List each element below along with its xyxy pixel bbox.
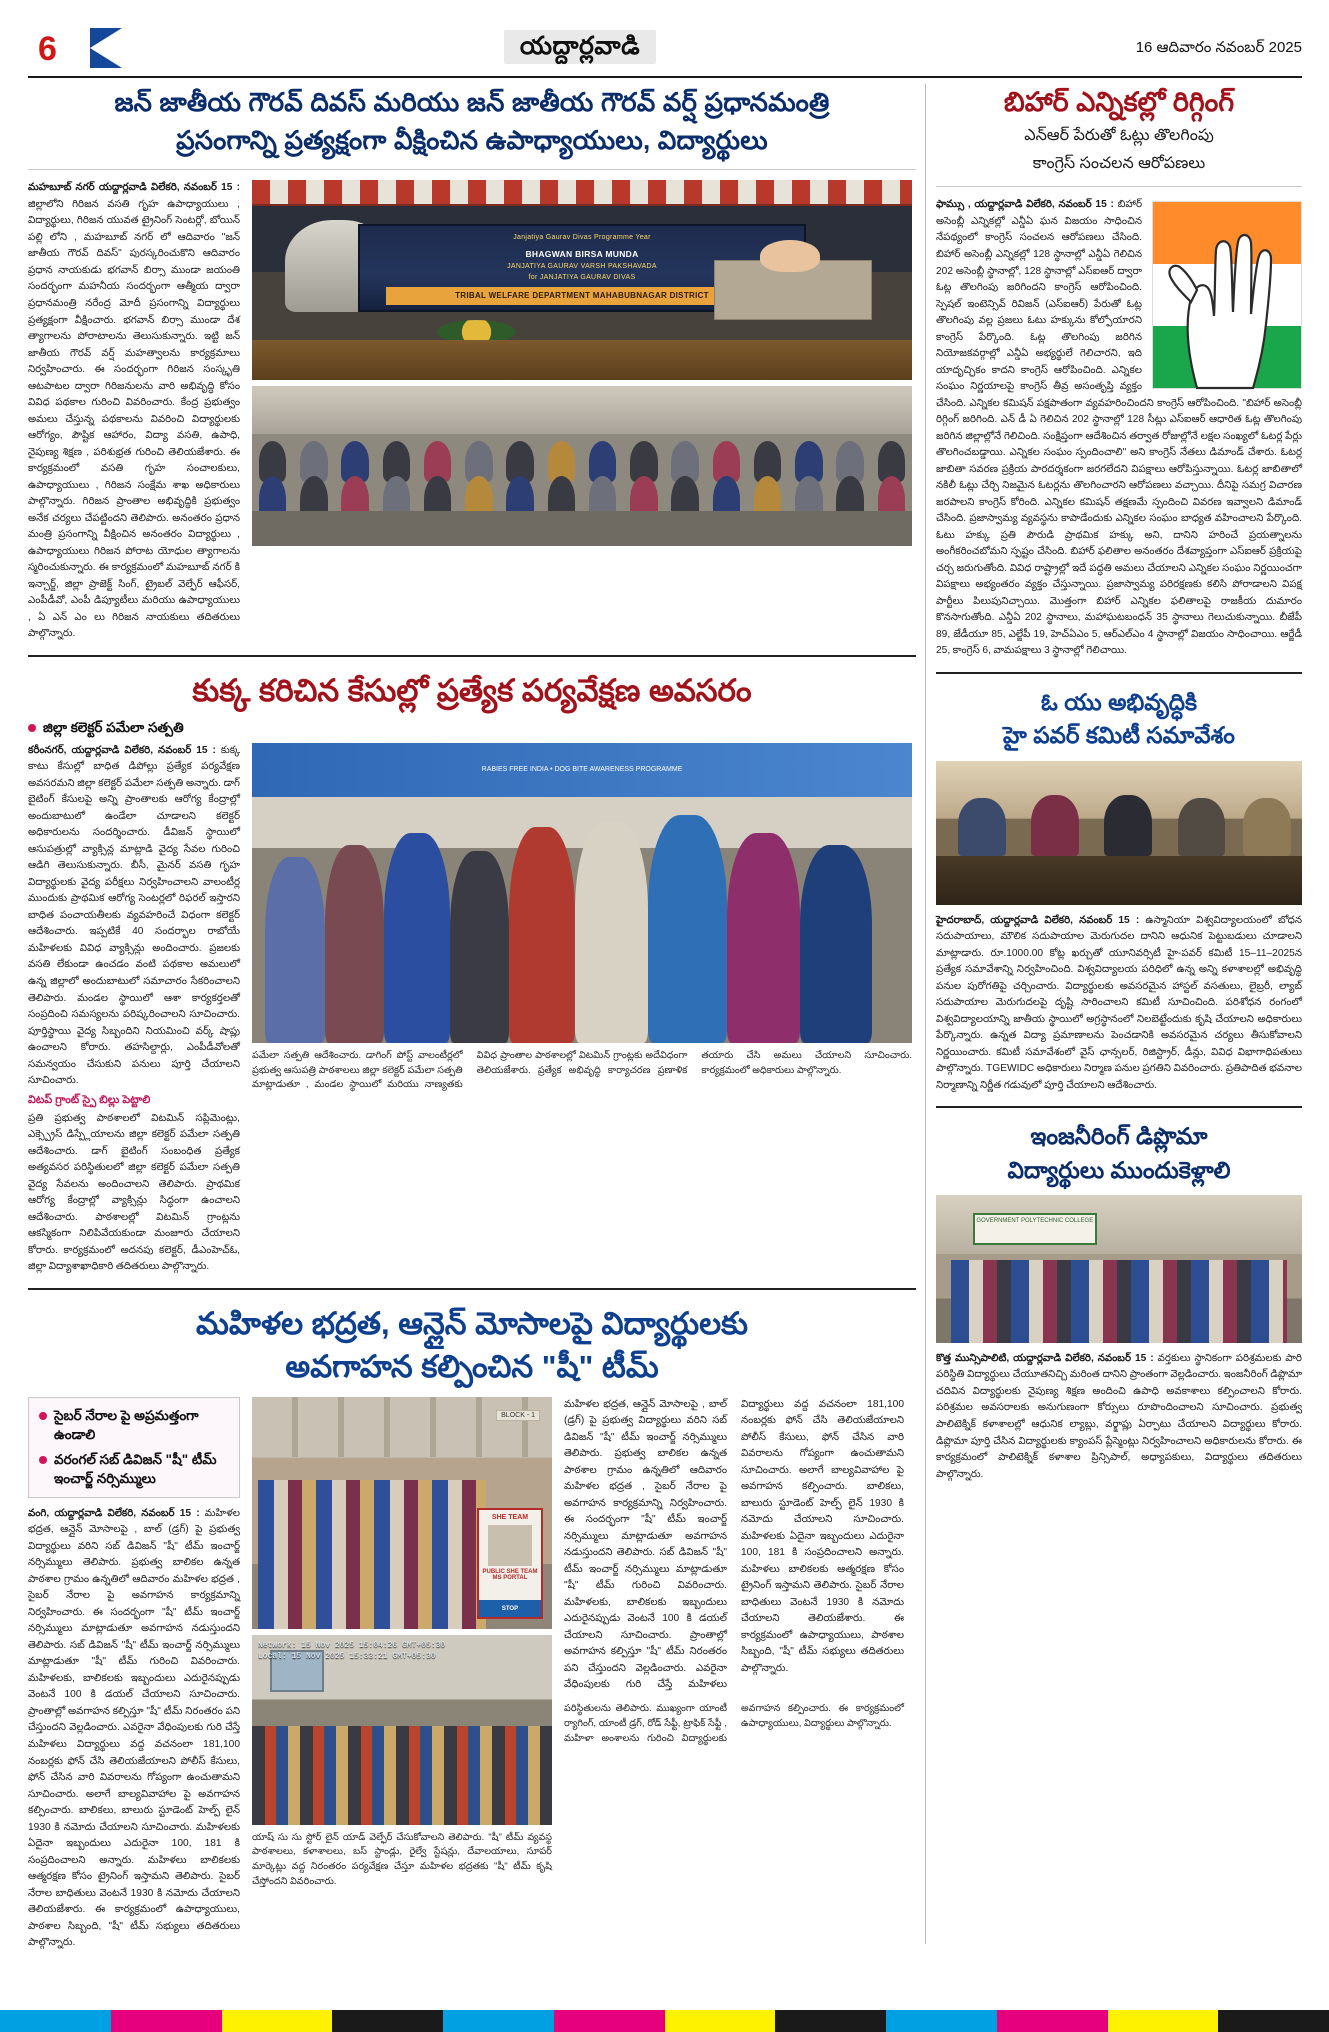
color-bar — [554, 2010, 665, 2032]
story1-headline-line1: జన్ జాతీయ గౌరవ్ దివస్ మరియు జన్ జాతీయ గౌరవ్ వర్ష్ ప్రధానమంత్రి — [114, 87, 830, 117]
divider — [936, 186, 1302, 187]
story2-bullet-1: జిల్లా కలెక్టర్ పమేలా సత్పతి — [43, 720, 184, 736]
story5-dateline: హైదరాబాద్, యద్దార్లవాడి విలేకరి, నవంబర్ 15 : — [936, 914, 1140, 926]
story-jan-jatiya-gaurav — [28, 84, 916, 643]
story3-dateline: వంగి, యద్దార్లవాడి విలేకరి, నవంబర్ 15 : — [28, 1507, 200, 1519]
timestamp-overlay — [258, 1640, 445, 1662]
bullet-item — [39, 1450, 229, 1489]
newspaper-logo — [138, 32, 1022, 67]
story4-sub2: కాంగ్రెస్ సంచలన ఆరోపణలు — [1032, 155, 1206, 173]
poster-title: SHE TEAM — [491, 1513, 529, 1521]
photo-audience — [252, 386, 912, 546]
story1-body — [28, 180, 240, 642]
seated-students — [252, 1726, 552, 1825]
story1-body-text: జిల్లాలోని గిరిజన వసతి గృహ ఉపాధ్యాయులు , విద్యార్థులు, గిరిజన యువత ట్రైనింగ్ సెంటర్లో, బోయిన్ పల్లి లోని , మహబూబ్ నగర్ లో ఆదివారం "జన్ జాతీయ గౌరవ్ దివస్" పురస్కరించుకొని ఆదివారం ప్రధాన నాయకుడు భగవాన్ బిర్సా ముండా జయంతి సందర్భంగా మహనీయ సందర్భంగా ఆత్మీయ ద్వారా ప్రధానమంత్రి నరేంద్ర మోదీ ప్రసంగాన్ని విద్యార్థులు ప్రత్యక్షంగా వీక్షించారు. భగవాన్ బిర్సా ముండా దేశ త్యాగాలను పోరాటాలను తెలుసుకున్నారు. ఇట్టి జన్ జాతీయ గౌరవ్ వర్ష్ మహత్వాలను కార్యక్రమాలు నిర్వహించారు. ఈ సందర్భంగా గిరిజన సంస్కృతి ఆటపాటల ద్వారా గిరిజనులను వారి అభివృద్ధి కోసం వివిధ పథకాల గురించి వివరించారు. కేంద్ర ప్రభుత్వం అమలు చేస్తున్న పథకాలను వివరించి విద్యార్థులకు ఆరోగ్యం, పౌష్టిక ఆహారం, విద్యా వసతి, ఉపాధి, నైపుణ్య శిక్షణ , పరిశుభ్రత గురించి తెలియజేశారు. ఈ కార్యక్రమంలో వసతి గృహ సంచాలకులు, ఉపాధ్యాయులు , గిరిజన సంక్షేమ శాఖ అధికారులు పాల్గొన్నారు. గిరిజన ప్రాంతాల అభివృద్ధికి ప్రభుత్వం అనేక చర్యలు చేపట్టిందని తెలిపారు. అనంతరం ప్రధాన మంత్రి ప్రసంగాన్ని వీక్షించిన అనంతరం విద్యార్థులు , ఉపాధ్యాయులు గిరిజన పోరాట యోధుల త్యాగాలను స్మరించుకున్నారు. ఈ కార్యక్రమంలో మహబూబ్ నగర్ కి ఇన్చార్జ్, జిల్లా ప్రాజెక్ట్ సింగ్, ట్రైబల్ వెల్ఫేర్ ఆఫీసర్, ఎంపీడీవో, ఎంపీ డిప్యూటీలు మరియు ఉపాధ్యాయులు , ఏ ఎన్ ఎం లు గిరిజన నాయకులు తదితరులు పాల్గొన్నారు. — [28, 198, 240, 640]
story5-headline-line1: ఓ యు అభివృద్ధికి — [1040, 688, 1198, 715]
corner-flag-icon — [90, 28, 122, 48]
story6-headline-line2: విద్యార్థులు ముందుకెళ్లాలి — [1007, 1156, 1231, 1183]
meeting-table — [936, 856, 1302, 905]
speaker-person — [760, 240, 819, 272]
section-divider-2 — [28, 1288, 916, 1290]
story3-bullet-1: సైబర్ నేరాల పై అప్రమత్తంగా ఉండాలి — [54, 1407, 199, 1443]
story2-bullets — [28, 718, 916, 738]
timestamp-local: Local: 15 Nov 2025 15:33:21 GMT+05:30 — [258, 1652, 436, 1662]
story5-headline-line2: హై పవర్ కమిటీ సమావేశం — [1003, 722, 1235, 749]
color-bar — [665, 2010, 776, 2032]
story2-dateline: కరీంనగర్, యద్దార్లవాడి విలేకరి, నవంబర్ 15 : — [28, 744, 216, 756]
photo-caption-mid: పరిస్థితులను తెలిపారు. ముఖ్యంగా యాంటీ ర్యాగింగ్, యాంటీ డ్రగ్, రోడ్ సేఫ్టీ, ట్రాఫిక్ సేఫ్టీ , మహిళా అంశాలను గురించి విద్యార్థులకు అవగాహన కల్పించారు. ఈ కార్యక్రమంలో ఉపాధ్యాయులు, విద్యార్థులు పాల్గొన్నారు. — [564, 1702, 904, 1744]
students-group — [951, 1260, 1288, 1343]
congress-hand-logo — [1152, 201, 1302, 389]
color-bar — [1108, 2010, 1219, 2032]
section-divider-4 — [936, 1106, 1302, 1108]
timestamp-network: Network: 15 Nov 2025 15:04:26 GMT+05:30 — [258, 1641, 446, 1651]
hall-floor — [252, 511, 912, 546]
photo3-banner: RABIES FREE INDIA • DOG BITE AWARENESS PROGRAMME — [252, 743, 912, 797]
photo-classroom-session — [252, 1635, 552, 1825]
section-divider-1 — [28, 655, 916, 657]
main-column — [28, 84, 916, 1952]
group-people — [258, 1480, 486, 1628]
story3-body-text: మహిళల భద్రత, ఆన్లైన్ మోసాలపై , బాల్ (డ్రగ్) పై ప్రభుత్వ విద్యార్థులు వరిని సబ్ డివిజన్ "షీ" టీమ్ ఇంచార్జ్ నర్సిమ్ములు తెలిపారు. ప్రభుత్వ బాలికల ఉన్నత పాఠశాల గ్రామం ఉన్నతిలో ఆదివారం మహిళల భద్రత , సైబర్ నేరాల పై అవగాహన కార్యక్రమాన్ని నిర్వహించారు. ఈ సందర్భంగా "షీ" టీమ్ ఇంచార్జ్ నర్సిమ్ములు మాట్లాడుతూ అవగాహన నడుస్తుందని తెలిపారు. సబ్ డివిజన్ "షీ" టీమ్ ఇంచార్జ్ నర్సిమ్ములు మాట్లాడుతూ "షీ" టీమ్ గురించి వివరించారు. మహిళలకు, బాలికలకు ఇబ్బందులు ఎదురైనప్పుడు వెంటనే 100 కి డయల్ చేయాలని సూచించారు. ప్రాంతాల్లో అవగాహన కల్పిస్తూ "షీ" టీమ్ నిరంతరం పని చేస్తుందని వెల్లడించారు. ఎవరైనా వేధింపులకు గురి చేస్తే మహిళలు విద్యార్థులు వద్ద వచనంలా 181,100 నంబర్లకు ఫోన్ చేసి తెలియజేయాలని పోలీస్ కేసులు, ఫోన్ చేసిన వారి వివరాలను గోప్యంగా ఉంచుతామని సూచించారు. అలాగే బాల్యవివాహాల పై అవగాహన కల్పించారు. బాలికలు, బాలురు స్టూడెంట్ హెల్ప్ లైన్ 1930 కి నమోదు చేయాలని సూచించారు. మహిళలకు ఏదైనా ఇబ్బందులు ఎదురైనా 100, 181 కి సంప్రదించాలని అన్నారు. మహిళలు బాలికలకు ఆత్మరక్షణ కోసం ట్రైనింగ్ ఇస్తామని తెలిపారు. సైబర్ నేరాల బాధితులు వెంటనే 1930 కి నమోదు చేయాలని తెలియజేశారు. ఈ కార్యక్రమంలో ఉపాధ్యాయులు, పాఠశాల సిబ్బంది, "షీ" టీమ్ సభ్యులు తదితరులు పాల్గొన్నారు. — [28, 1507, 240, 1949]
story6-dateline: కొత్త మున్సిపాలిటి, యద్దార్లవాడి విలేకరి, నవంబర్ 15 : — [936, 1352, 1154, 1364]
bullet-dot-icon — [28, 724, 36, 732]
stage-table — [252, 340, 912, 380]
hall-wall — [252, 386, 912, 434]
color-bar — [111, 2010, 222, 2032]
masthead — [28, 26, 1302, 72]
column-divider — [925, 84, 926, 1944]
color-bar — [443, 2010, 554, 2032]
color-bar — [222, 2010, 333, 2032]
story3-body-extra: మహిళల భద్రత, ఆన్లైన్ మోసాలపై , బాల్ (డ్రగ్) పై ప్రభుత్వ విద్యార్థులు వరిని సబ్ డివిజన్ "షీ" టీమ్ ఇంచార్జ్ నర్సిమ్ములు తెలిపారు. ప్రభుత్వ బాలికల ఉన్నత పాఠశాల గ్రామం ఉన్నతిలో ఆదివారం మహిళల భద్రత , సైబర్ నేరాల పై అవగాహన కార్యక్రమాన్ని నిర్వహించారు. ఈ సందర్భంగా "షీ" టీమ్ ఇంచార్జ్ నర్సిమ్ములు మాట్లాడుతూ అవగాహన నడుస్తుందని తెలిపారు. సబ్ డివిజన్ "షీ" టీమ్ ఇంచార్జ్ నర్సిమ్ములు మాట్లాడుతూ "షీ" టీమ్ గురించి వివరించారు. మహిళలకు, బాలికలకు ఇబ్బందులు ఎదురైనప్పుడు వెంటనే 100 కి డయల్ చేయాలని సూచించారు. ప్రాంతాల్లో అవగాహన కల్పిస్తూ "షీ" టీమ్ నిరంతరం పని చేస్తుందని వెల్లడించారు. ఎవరైనా వేధింపులకు గురి చేస్తే మహిళలు విద్యార్థులు వద్ద వచనంలా 181,100 నంబర్లకు ఫోన్ చేసి తెలియజేయాలని పోలీస్ కేసులు, ఫోన్ చేసిన వారి వివరాలను గోప్యంగా ఉంచుతామని సూచించారు. అలాగే బాల్యవివాహాల పై అవగాహన కల్పించారు. బాలికలు, బాలురు స్టూడెంట్ హెల్ప్ లైన్ 1930 కి నమోదు చేయాలని సూచించారు. మహిళలకు ఏదైనా ఇబ్బందులు ఎదురైనా 100, 181 కి సంప్రదించాలని అన్నారు. మహిళలు బాలికలకు ఆత్మరక్షణ కోసం ట్రైనింగ్ ఇస్తామని తెలిపారు. సైబర్ నేరాల బాధితులు వెంటనే 1930 కి నమోదు చేయాలని తెలియజేశారు. ఈ కార్యక్రమంలో ఉపాధ్యాయులు, పాఠశాల సిబ్బంది, "షీ" టీమ్ సభ్యులు తదితరులు పాల్గొన్నారు. — [564, 1398, 904, 1691]
banner-sub-text: JANJATIYA GAURAV VARSH PAKSHAVADA — [507, 263, 657, 271]
block-sign: BLOCK - 1 — [496, 1410, 540, 1421]
page-number: 6 — [38, 30, 57, 68]
bullet-dot-icon — [39, 1412, 47, 1420]
photo5-caption-left: యాష్ సు సు స్టోర్ లైన్ యాడ్ వెల్ఫేర్ చేసుకోవాలని తెలిపారు. "షీ" టీమ్ వ్యవస్థ పాఠశాలలు, కళాశాలలు, బస్ స్టాండ్లు, రైల్వే స్టేషన్లు, దేవాలయాలు, సూపర్ మార్కెట్లు వద్ద నిరంతరం పర్యవేక్షణ చేస్తూ మహిళల భద్రతకు "షీ" టీమ్ కృషి చేస్తోందని వివరించారు. — [252, 1831, 552, 1888]
story3-headline-line1: మహిళల భద్రత, ఆన్లైన్ మోసాలపై విద్యార్థులకు — [196, 1305, 748, 1341]
poster-sub: PUBLIC SHE TEAM MS PORTAL — [482, 1569, 538, 1582]
poster-photo — [488, 1525, 531, 1566]
story3-bullet-box — [28, 1397, 240, 1498]
college-board: GOVERNMENT POLYTECHNIC COLLEGE — [973, 1213, 1097, 1246]
story2-body — [28, 743, 240, 1090]
she-team-poster — [477, 1508, 543, 1619]
story-dog-bite-cases — [28, 669, 916, 1276]
banner-top-text: Janjatiya Gaurav Divas Programme Year — [513, 234, 651, 242]
banner-sub2-text: for JANJATIYA GAURAV DIVAS — [528, 274, 636, 282]
awning-decor — [252, 180, 912, 206]
story-she-team — [28, 1302, 916, 1952]
photo3-caption: పమేలా సత్పతి ఆదేశించారు. డాగింగ్ పోస్ట్ వాలంటీర్లలో ప్రభుత్వ ఆసుపత్రి పాఠశాలలు జిల్లా కలెక్టర్ పమేలా సత్పతి మాట్లాడుతూ , మండల స్థాయిలో మరియు నాణ్యతకు వివిధ ప్రాంతాల పాఠశాలల్లో విటమిన్ గ్రాంట్లకు అదేవిధంగా తెలియజేశారు. ప్రత్యేక అభివృద్ధి కార్యాచరణ ప్రణాళిక తయారు చేసి అమలు చేయాలని సూచించారు. కార్యక్రమంలో అధికారులు పాల్గొన్నారు. — [252, 1049, 912, 1091]
print-registration-bars — [0, 2010, 1329, 2032]
bullet-item — [28, 718, 916, 738]
color-bar — [886, 2010, 997, 2032]
newspaper-logo-text: యద్దార్లవాడి — [504, 30, 656, 64]
photo-committee-meeting — [936, 761, 1302, 905]
story2-subhead-body: ప్రతి ప్రభుత్వ పాఠశాలలో విటమిన్ సప్లిమెంట్లు, ఎక్స్ప్రెస్ డిస్ప్లేయాలను జిల్లా కలెక్టర్ పమేలా సత్పతి ఆదేశించారు. డాగ్ బైటింగ్ సంబంధిత ప్రత్యేక అత్యవసర పరిస్థితులలో జిల్లా కలెక్టర్ పమేలా సత్పతి వైద్య సేవలను అందించాలని తెలిపారు. ప్రాథమిక ఆరోగ్య కేంద్రాల్లో వ్యాక్సిన్లు సిద్ధంగా ఉంచాలని ఆదేశించారు. పాఠశాలల్లో విటమిన్ గ్రాంట్లను ఆకస్మికంగా నిలిపివేయకుండా మంజూరు చేయాలని కోరారు. కార్యక్రమంలో అదనపు కలెక్టర్, డీఎంహెచ్ఓ, జిల్లా విద్యాశాఖాధికారి తదితరులు పాల్గొన్నారు. — [28, 1112, 240, 1273]
school-wall — [252, 1397, 552, 1457]
story1-headline-line2: ప్రసంగాన్ని ప్రత్యక్షంగా వీక్షించిన ఉపాధ్యాయులు, విద్యార్థులు — [176, 124, 768, 155]
section-divider-3 — [936, 672, 1302, 674]
right-column — [936, 84, 1302, 1483]
bullet-item — [39, 1406, 229, 1445]
story6-body-text: వర్తకులు స్థానికంగా పరిశ్రమలకు పారి పరిస్థితి విద్యార్థులు చేయూతనిచ్చి మరింత దానిని ప్రాంతంగా వెల్లడించారు. ఇంజనీరింగ్ డిప్లొమా చదివిన విద్యార్థులకు నైపుణ్య శిక్షణ అందించి ఉపాధి అవకాశాలు కల్పించాలని కోరారు. పరిశ్రమల అవసరాలకు అనుగుణంగా కోర్సులు రూపొందించాలని సూచించారు. ప్రభుత్వ పాలిటెక్నిక్ కళాశాలల్లో ఆధునిక ల్యాబ్లు, వర్క్షాప్లు ఏర్పాటు చేయాలని విద్యార్థులు కోరారు. డిప్లొమా పూర్తి చేసిన విద్యార్థులకు క్యాంపస్ ప్లేస్మెంట్లు నిర్వహించాలని అధికారులను కోరారు. ఈ కార్యక్రమంలో పాలిటెక్నిక్ కళాశాల ప్రిన్సిపాల్, అధ్యాపకులు, విద్యార్థులు తదితరులు పాల్గొన్నారు. — [936, 1352, 1302, 1480]
banner-strip-text: TRIBAL WELFARE DEPARTMENT MAHABUBNAGAR DISTRICT — [386, 287, 777, 305]
story-engineering-diploma — [936, 1120, 1302, 1483]
photo-group-she-team — [252, 1397, 552, 1629]
story4-body-text: బిహార్ అసెంబ్లీ ఎన్నికల్లో ఎన్డీఏ ఘన విజయం సాధించిన నేపథ్యంలో కాంగ్రెస్ సంచలన ఆరోపణలు చేసింది. బిహార్ అసెంబ్లీ ఎన్నికల్లో 128 స్థానాల్లో ఎన్డీఏ గెలిచిన 202 అసెంబ్లీ స్థానాల్లో, 128 స్థానాల్లో ఎస్ఐఆర్ ద్వారా ఓట్ల తొలగింపు జరిగిందని కాంగ్రెస్ ఆరోపించింది. స్పెషల్ ఇంటెన్సివ్ రివిజన్ (ఎస్ఐఆర్) పేరుతో ఓట్ల తొలగింపు వల్ల ప్రజలు ఓటు హక్కును కోల్పోయారని కాంగ్రెస్ పేర్కొంది. ఓట్ల తొలగింపు జరిగిన నియోజకవర్గాల్లో ఎన్డీఏ అభ్యర్థులే గెలిచారని, ఇది యాదృచ్ఛికం కాదని కాంగ్రెస్ ఆరోపించింది. ఎన్నికల సంఘం నిర్ణయాలపై కాంగ్రెస్ తీవ్ర అసంతృప్తి వ్యక్తం చేసింది. ఎన్నికల కమిషన్ పక్షపాతంగా వ్యవహరించిందని కాంగ్రెస్ ఆరోపించింది. "బిహార్ అసెంబ్లీ రిగ్గింగ్ జరిగింది. ఎన్ డీ ఏ గెలిచిన 202 స్థానాల్లో 128 సీట్లు ఎస్ఐఆర్ ఆధారిత ఓట్ల తొలగింపు జరిగిన జిల్లాల్లోనే గెలిచింది. సంక్షిప్తంగా ఆదేశించిన తర్వాత రోజుల్లోనే లక్షల సంఖ్యలో ఓటర్ల పేర్లు తొలగించబడ్డాయి. ఎన్నికల సంఘం స్పందించాలి" అని కాంగ్రెస్ నేతలు డిమాండ్ చేశారు. ఓటర్ల జాబితా సవరణ ప్రక్రియ పారదర్శకంగా జరగలేదని విపక్షాలు ఆరోపిస్తున్నాయి. ఓటర్ల జాబితాలో నకిలీ ఓట్లు చేర్చి నిజమైన ఓటర్లను తొలగించారని ఆరోపణలు వచ్చాయి. దీనిపై సమగ్ర విచారణ జరపాలని కాంగ్రెస్ కోరింది. ఎన్నికల కమిషన్ తక్షణమే స్పందించి వివరణ ఇవ్వాలని డిమాండ్ చేసింది. ప్రజాస్వామ్య వ్యవస్థను కాపాడేందుకు ఎన్నికల సంఘం బాధ్యత వహించాలని పేర్కొంది. ఓటు హక్కు ప్రతి పౌరుడి ప్రాథమిక హక్కు అని, దానిని హరించే ప్రయత్నాలను అంగీకరించబోమని స్పష్టం చేసింది. బిహార్ ఫలితాల అనంతరం దేశవ్యాప్తంగా ఎస్ఐఆర్ ప్రక్రియపై చర్చ జరుగుతోంది. వివిధ రాష్ట్రాల్లో ఇదే పద్ధతి అమలు చేయాలని ఎన్నికల సంఘం నిర్ణయించగా విపక్షాలు అభ్యంతరం వ్యక్తం చేస్తున్నాయి. ప్రజాస్వామ్య పరిరక్షణకు కలిసి పోరాడాలని విపక్ష పార్టీలు పిలుపునిచ్చాయి. మొత్తంగా బిహార్ ఎన్నికల ఫలితాలపై రాజకీయ దుమారం కొనసాగుతోంది. ఎన్డీఏ 202 స్థానాలు, మహాఘటబంధన్ 35 స్థానాలు గెలుచుకున్నాయి. బీజేపీ 89, జేడీయూ 85, ఎల్జేపీ 19, హెచ్ఏఎం 5, ఆర్ఎల్ఎం 4 స్థానాల్లో విజయం సాధించాయి. ఆర్జేడీ 25, కాంగ్రెస్ 6, వామపక్షాలు 3 స్థానాల్లో గెలిచాయి. — [936, 199, 1302, 657]
story4-sub1: ఎన్ఆర్ పేరుతో ఓట్లు తొలగింపు — [1024, 127, 1214, 145]
color-bar — [332, 2010, 443, 2032]
color-bar — [0, 2010, 111, 2032]
story5-body-text: ఉస్మానియా విశ్వవిద్యాలయంలో బోధన సదుపాయాలు, మౌలిక సదుపాయాల మెరుగుదల దానిని ఆధునిక పెట్టుబడులు చూడాలని మాట్లాడారు. రూ.1000.00 కోట్ల ఖర్చుతో యూనివర్సిటీ హై-పవర్ కమిటీ 15–11–2025న ప్రత్యేక సమావేశాన్ని నిర్వహించింది. విశ్వవిద్యాలయ పరిధిలో ఉన్న అన్ని కళాశాలల్లో అభివృద్ధి పనుల పురోగతిపై చర్చించారు. విద్యార్థులకు అవసరమైన హాస్టల్ వసతులు, లైబ్రరీ, ల్యాబ్ సదుపాయాల మెరుగుదలపై దృష్టి సారించాలని కమిటీ సూచించింది. పరిశోధన రంగంలో విశ్వవిద్యాలయాన్ని జాతీయ స్థాయిలో అగ్రస్థానంలో నిలబెట్టేందుకు కృషి చేయాలని అధికారులు పేర్కొన్నారు. ఉన్నత విద్యా ప్రమాణాలను పెంచడానికి అవసరమైన చర్యలు తీసుకోవాలని నిర్ణయించారు. కమిటీ సమావేశంలో వైస్ ఛాన్సలర్, రిజిస్ట్రార్, డీన్లు, వివిధ విభాగాధిపతులు పాల్గొన్నారు. TGEWIDC అధికారులు నిర్మాణ పనుల ప్రగతిని వివరించారు. ప్రతిపాదిత భవనాల నిర్మాణాన్ని నిర్ణీత గడువులో పూర్తి చేయాలని ఆదేశించారు. — [936, 914, 1303, 1091]
story6-headline-line1: ఇంజనీరింగ్ డిప్లొమా — [1030, 1123, 1208, 1150]
story2-subhead: విటప్ గ్రాంట్ స్పై బిల్లు పెట్టాలి — [28, 1093, 151, 1106]
color-bar — [997, 2010, 1108, 2032]
color-bar — [1218, 2010, 1329, 2032]
story3-headline-line2: అవగాహన కల్పించిన "షీ" టీమ్ — [285, 1349, 659, 1385]
story4-headline: బిహార్ ఎన్నికల్లో రిగ్గింగ్ — [1003, 87, 1235, 117]
page-number-block — [28, 27, 138, 71]
story2-body-text: కుక్క కాటు కేసుల్లో బాధిత డిపోల్లు ప్రత్యేక పర్యవేక్షణ అవసరమని జిల్లా కలెక్టర్ పమేలా సత్పతి అన్నారు. డాగ్ బైటింగ్ కేసులపై అన్ని ప్రాంతాలకు ఆరోగ్య కేంద్రాల్లో అందుబాటులో ఉండేలా చూడాలని కలెక్టర్ అధికారులను సందర్శించారు. డీవిజన్ స్థాయిలో ఆసుపత్రుల్లో వ్యాక్సిన్ల మాట్లాడి వైద్య సేవల గురించి ఆడిగి తెలుసుకున్నారు. బీసీ, మైనర్ వసతి గృహ విద్యార్థులకు వైద్య పరీక్షలు నిర్వహించాలని వాలంటీర్ల ముందుకు ప్రాథమిక ఆరోగ్య సెంటర్లలో రిఫరల్ ఇస్తారని బాధిత పంచాయతీలకు వ్యవహరించే విధంగా కలెక్టర్ ఆదేశించారు. ఇప్పటికే 40 సందర్భాల రాబోయే మహిళలకు వివిధ వ్యాక్సిన్లు అందించారు. ప్రజలకు వసతి లేకుండా ఉంచడం వంటి పథకాల అమలులో ఉన్న జిల్లాలో అందుబాటులో సమాచారం సేకరించాలని తెలిపారు. మండల స్థాయిలో ఆశా కార్యకర్తలతో సంప్రదించి సమస్యలను పరిష్కరించాలని సూచించారు. పూర్తిస్థాయి వైద్య సిబ్బందిని నియమించి వర్క్ షాప్లు ఉంచాలని కోరారు. తహసిల్దార్లు, ఎంపీడీవోలతో సమన్వయం చేసుకుని పనులు పూర్తి చేయాలని సూచించారు. — [28, 744, 240, 1087]
color-bar — [775, 2010, 886, 2032]
divider — [28, 169, 916, 170]
photo-diploma-students — [936, 1195, 1302, 1343]
banner-name-text: BHAGWAN BIRSA MUNDA — [525, 248, 639, 259]
story3-body — [28, 1506, 240, 1952]
story-ou-high-power-committee — [936, 686, 1302, 1094]
poster-bottom-label: STOP — [479, 1600, 541, 1617]
corner-flag-icon-lower — [90, 48, 122, 68]
story4-dateline: ఫామ్సు , యద్దార్లవాడి విలేకరి, నవంబర్ 15 : — [936, 199, 1114, 211]
photo-stage-event — [252, 180, 912, 380]
photo-collector-distribution — [252, 743, 912, 1043]
story5-body — [936, 913, 1302, 1095]
open-palm-icon — [1153, 202, 1303, 390]
issue-date: 16 ఆదివారం నవంబర్ 2025 — [1135, 38, 1302, 56]
story6-body — [936, 1351, 1302, 1483]
story-bihar-election-rigging — [936, 84, 1302, 660]
bullet-dot-icon — [39, 1456, 47, 1464]
story2-headline: కుక్క కరిచిన కేసుల్లో ప్రత్యేక పర్యవేక్షణ అవసరం — [192, 672, 752, 708]
story1-dateline: మహబూబ్ నగర్ యద్దార్లవాడి విలేకరి, నవంబర్ 15 : — [28, 182, 240, 194]
story3-bullet-2: వరంగల్ సబ్ డివిజన్ "షీ" టీమ్ ఇంచార్జ్ నర్సిమ్ములు — [54, 1451, 217, 1487]
masthead-rule — [28, 76, 1302, 78]
